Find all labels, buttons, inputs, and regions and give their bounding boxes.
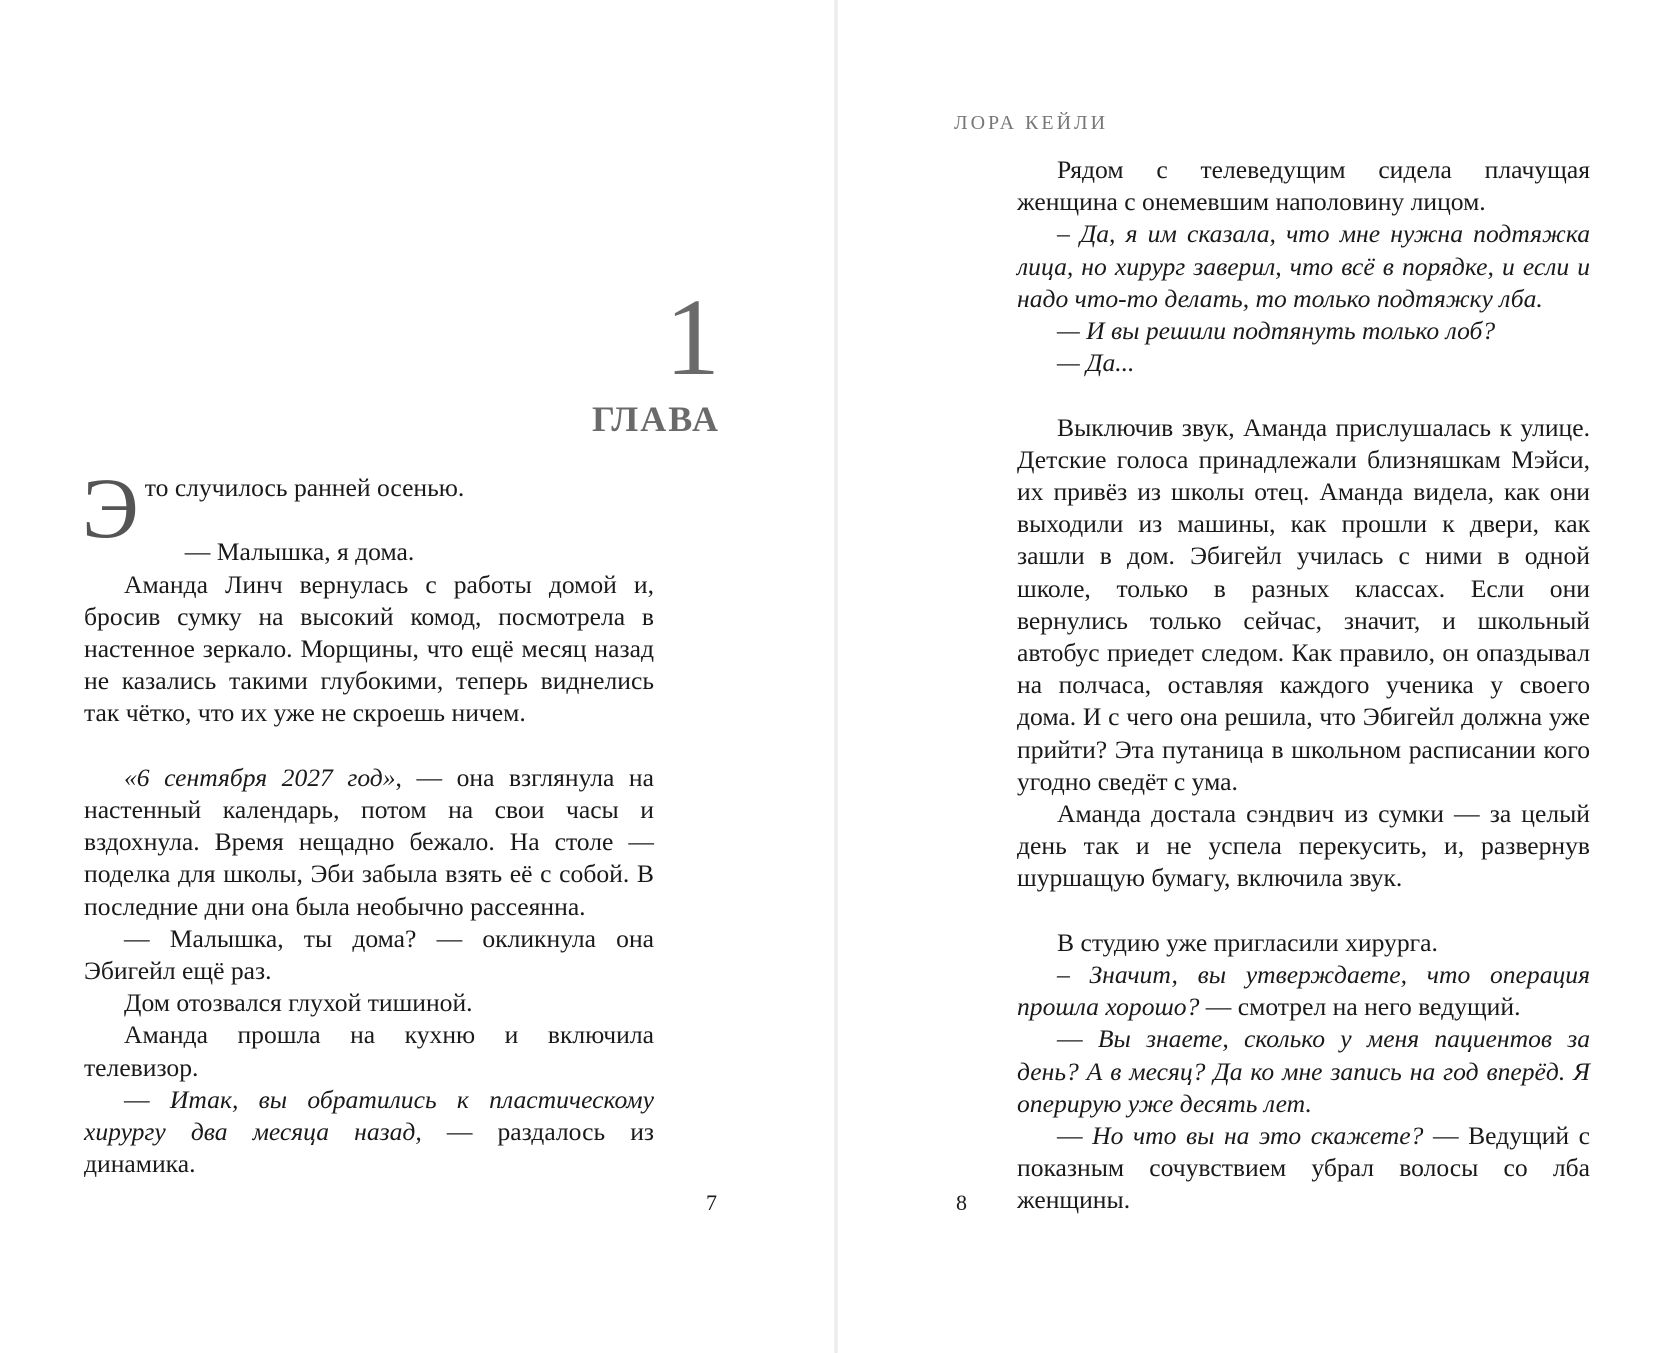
page-number-left: 7 bbox=[706, 1190, 717, 1215]
paragraph: Выключив звук, Аманда прислушалась к улице. Детские голоса принадлежали близняшкам Мэйси, их привёз из школы отец. Аманда видела, как они выходили из машины, как прошли к двери, как зашли в дом. Эбигейл училась с ними в одной школе, только в разных классах. Если они вернулись только сейчас, значит, и школьный автобус приедет следом. Как правило, он опаздывал на полчаса, оставляя каждого ученика у своего дома. И с чего она решила, что Эбигейл должна уже прийти? Эта путаница в школьном расписании кого угодно сведёт с ума. bbox=[1017, 412, 1590, 796]
dialogue-italic: – Значит, вы утверждаете, что операция прошла хорошо? bbox=[1017, 960, 1590, 1022]
opening-line: то случилось ранней осенью. bbox=[144, 473, 465, 502]
paragraph: Аманда прошла на кухню и включила телевизор. bbox=[84, 1020, 654, 1082]
paragraph: — Малышка, ты дома? — окликнула она Эбигейл ещё раз. bbox=[84, 923, 654, 986]
drop-cap: Э bbox=[82, 460, 139, 556]
paragraph: Аманда Линч вернулась с работы домой и, бросив сумку на высокий комод, посмотрела в настенное зеркало. Морщины, что ещё месяц назад не казались такими глубокими, теперь виднелись так чётко, что их уже не скроешь ничем. bbox=[84, 569, 654, 728]
page-number-right: 8 bbox=[956, 1190, 967, 1215]
calendar-quote: «6 сентября 2027 год» bbox=[124, 762, 396, 792]
dialogue-line bbox=[1017, 347, 1590, 379]
dialogue-italic: — И вы решили подтянуть только лоб? bbox=[1057, 316, 1496, 346]
dialogue-dash: — bbox=[1057, 1121, 1093, 1151]
dialogue-italic: — Да... bbox=[1057, 348, 1135, 378]
dialogue-line bbox=[1017, 218, 1590, 315]
paragraph: Аманда достала сэндвич из сумки — за целый день так и не успела перекусить, и, развернув шуршащую бумагу, включила звук. bbox=[1017, 799, 1590, 893]
running-head: ЛОРА КЕЙЛИ bbox=[954, 112, 1109, 134]
dialogue-line bbox=[1017, 1023, 1590, 1120]
dialogue-italic: Но что вы на это скажете? bbox=[1092, 1121, 1424, 1151]
right-page-body bbox=[1017, 154, 1590, 1217]
dialogue-line bbox=[1017, 1120, 1590, 1217]
chapter-heading: ГЛАВА bbox=[591, 399, 720, 439]
paragraph: В студию уже пригласили хирурга. bbox=[1057, 927, 1438, 957]
tv-quote-rest: — раздалось из динамика. bbox=[84, 1117, 655, 1179]
dialogue-rest: — смотрел на него ведущий. bbox=[1199, 992, 1521, 1022]
dialogue-line bbox=[1017, 315, 1590, 347]
tv-quote-dash: — bbox=[124, 1084, 170, 1114]
dialogue-rest: — Ведущий с показным сочувствием убрал волосы со лба женщины. bbox=[1017, 1121, 1590, 1215]
dialogue-line bbox=[1017, 959, 1590, 1023]
tv-quote-paragraph bbox=[84, 1084, 654, 1181]
calendar-rest: , — она взглянула на настенный календарь, потом на свои часы и вздохнула. Время нещадно бежало. На столе — поделка для школы, Эби забыла взять её с собой. В последние дни она была необычно рассеянна. bbox=[84, 762, 654, 921]
paragraph: — Малышка, я дома. bbox=[184, 537, 415, 567]
dialogue-italic: – Да, я им сказала, что мне нужна подтяжка лица, но хирург заверил, что всё в порядке, и если и надо что-то делать, то только подтяжку лба. bbox=[1017, 219, 1590, 313]
dialogue-dash: — bbox=[1057, 1024, 1098, 1054]
left-page-body bbox=[82, 460, 655, 1180]
calendar-paragraph bbox=[84, 762, 654, 923]
paragraph: Рядом с телеведущим сидела плачущая женщина с онемевшим наполовину лицом. bbox=[1017, 155, 1590, 217]
paragraph: Дом отозвался глухой тишиной. bbox=[124, 988, 473, 1018]
tv-quote: Итак, вы обратились к пластическому хирургу два месяца назад, bbox=[84, 1084, 654, 1147]
left-page bbox=[0, 0, 836, 1353]
dialogue-italic: Вы знаете, сколько у меня пациентов за день? А в месяц? Да ко мне запись на год вперёд. Я оперирую уже десять лет. bbox=[1017, 1024, 1590, 1118]
right-page bbox=[837, 0, 1674, 1353]
chapter-number: 1 bbox=[665, 276, 720, 398]
